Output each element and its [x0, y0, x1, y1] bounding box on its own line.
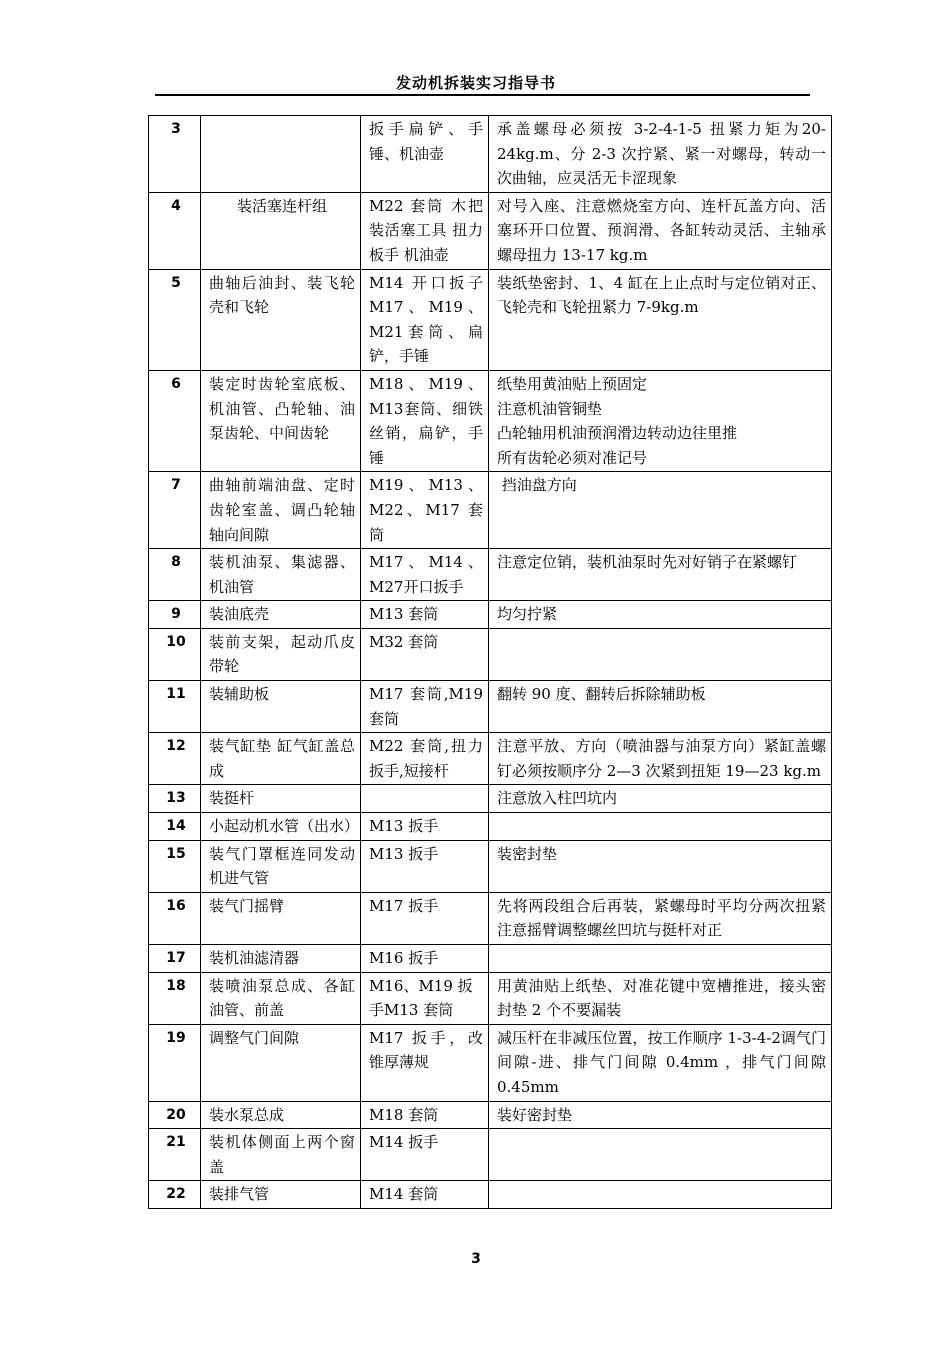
step-tools: M22 套筒 木把装活塞工具 扭力板手 机油壶: [361, 192, 489, 269]
step-notes: [489, 945, 832, 973]
step-tools: M17 扳手，改锥厚薄规: [361, 1024, 489, 1101]
step-notes: [489, 813, 832, 841]
step-tools: M13 扳手: [361, 840, 489, 892]
header-rule: [155, 94, 810, 96]
step-content: 调整气门间隙: [201, 1024, 361, 1101]
step-notes: 减压杆在非减压位置，按工作顺序 1-3-4-2调气门间隙-进、排气门间隙 0.4mm ，排气门间隙 0.45mm: [489, 1024, 832, 1101]
table-row: [149, 192, 832, 269]
page-number: 3: [471, 1251, 481, 1267]
step-number: 4: [149, 192, 201, 269]
table-row: [149, 840, 832, 892]
step-notes: [489, 1181, 832, 1209]
step-number: 20: [149, 1101, 201, 1129]
table-row: [149, 370, 832, 471]
step-tools: M13 扳手: [361, 813, 489, 841]
table-row: [149, 1101, 832, 1129]
step-notes: 先将两段组合后再装，紧螺母时平均分两次扭紧注意摇臂调整螺丝凹坑与挺杆对正: [489, 892, 832, 944]
step-content: 装气缸垫 缸气缸盖总成: [201, 733, 361, 785]
table-row: [149, 785, 832, 813]
step-content: 装油底壳: [201, 601, 361, 629]
step-number: 22: [149, 1181, 201, 1209]
table-row: [149, 1181, 832, 1209]
table-row: [149, 549, 832, 601]
step-tools: M19、M13、M22、M17 套筒: [361, 472, 489, 549]
step-content: 装定时齿轮室底板、机油管、凸轮轴、油泵齿轮、中间齿轮: [201, 370, 361, 471]
table-row: [149, 269, 832, 370]
table-row: [149, 472, 832, 549]
step-tools: M17 扳手: [361, 892, 489, 944]
step-tools: [361, 785, 489, 813]
step-number: 5: [149, 269, 201, 370]
step-notes: 纸垫用黄油贴上预固定 注意机油管铜垫 凸轮轴用机油预润滑边转动边往里推 所有齿轮必须对准记号: [489, 370, 832, 471]
step-notes: 装好密封垫: [489, 1101, 832, 1129]
step-content: 装排气管: [201, 1181, 361, 1209]
step-content: [201, 116, 361, 193]
step-content: 装机油泵、集滤器、机油管: [201, 549, 361, 601]
step-content: 装辅助板: [201, 681, 361, 733]
step-tools: 扳手扁铲、手锤、机油壶: [361, 116, 489, 193]
table-row: [149, 972, 832, 1024]
step-tools: M18 套筒: [361, 1101, 489, 1129]
step-content: 装挺杆: [201, 785, 361, 813]
step-number: 12: [149, 733, 201, 785]
step-tools: M18、M19、M13套筒、细铁丝销，扁铲，手锤: [361, 370, 489, 471]
step-number: 18: [149, 972, 201, 1024]
step-content: 装前支架，起动爪皮带轮: [201, 628, 361, 680]
step-content: 装机体侧面上两个窗盖: [201, 1129, 361, 1181]
step-notes: [489, 628, 832, 680]
step-notes: 装密封垫: [489, 840, 832, 892]
table-row: [149, 116, 832, 193]
step-number: 13: [149, 785, 201, 813]
step-tools: M14 开口扳子M17、M19、M21套筒、扁铲，手锤: [361, 269, 489, 370]
step-number: 14: [149, 813, 201, 841]
step-number: 11: [149, 681, 201, 733]
step-content: 装水泵总成: [201, 1101, 361, 1129]
step-number: 10: [149, 628, 201, 680]
step-notes: 翻转 90 度、翻转后拆除辅助板: [489, 681, 832, 733]
step-notes: 挡油盘方向: [489, 472, 832, 549]
step-number: 6: [149, 370, 201, 471]
table-row: [149, 892, 832, 944]
table-row: [149, 1129, 832, 1181]
step-tools: M14 套筒: [361, 1181, 489, 1209]
step-notes: 注意定位销，装机油泵时先对好销子在紧螺钉: [489, 549, 832, 601]
step-tools: M16 扳手: [361, 945, 489, 973]
step-tools: M13 套筒: [361, 601, 489, 629]
step-number: 19: [149, 1024, 201, 1101]
step-notes: 均匀拧紧: [489, 601, 832, 629]
step-notes: 承盖螺母必须按 3-2-4-1-5 扭紧力矩为20-24kg.m、分 2-3 次拧紧、紧一对螺母，转动一次曲轴，应灵活无卡涩现象: [489, 116, 832, 193]
step-tools: M14 扳手: [361, 1129, 489, 1181]
step-number: 21: [149, 1129, 201, 1181]
step-number: 16: [149, 892, 201, 944]
step-content: 装气门罩框连同发动机进气管: [201, 840, 361, 892]
step-number: 15: [149, 840, 201, 892]
step-content: 曲轴后油封、装飞轮壳和飞轮: [201, 269, 361, 370]
step-notes: 装纸垫密封、1、4 缸在上止点时与定位销对正、飞轮壳和飞轮扭紧力 7-9kg.m: [489, 269, 832, 370]
table-row: [149, 1024, 832, 1101]
step-tools: M17 套筒,M19套筒: [361, 681, 489, 733]
table-row: [149, 813, 832, 841]
step-content: 曲轴前端油盘、定时齿轮室盖、调凸轮轴轴向间隙: [201, 472, 361, 549]
table-row: [149, 681, 832, 733]
step-number: 17: [149, 945, 201, 973]
step-tools: M22 套筒,扭力扳手,短接杆: [361, 733, 489, 785]
step-content: 小起动机水管（出水）: [201, 813, 361, 841]
step-tools: M32 套筒: [361, 628, 489, 680]
step-content: 装气门摇臂: [201, 892, 361, 944]
step-notes: 用黄油贴上纸垫、对准花键中宽槽推进，接头密封垫 2 个不要漏装: [489, 972, 832, 1024]
step-number: 8: [149, 549, 201, 601]
page-header-title: 发动机拆装实习指导书: [395, 74, 556, 92]
step-number: 7: [149, 472, 201, 549]
step-notes: 注意平放、方向（喷油器与油泵方向）紧缸盖螺钉必须按顺序分 2—3 次紧到扭矩 19—23 kg.m: [489, 733, 832, 785]
step-notes: [489, 1129, 832, 1181]
step-content: 装机油滤清器: [201, 945, 361, 973]
steps-table-body: [149, 116, 832, 1209]
step-tools: M17、M14、M27开口扳手: [361, 549, 489, 601]
assembly-steps-table: [148, 115, 832, 1209]
table-row: [149, 628, 832, 680]
step-tools: M16、M19 扳手M13 套筒: [361, 972, 489, 1024]
step-number: 3: [149, 116, 201, 193]
step-notes: 注意放入柱凹坑内: [489, 785, 832, 813]
step-content: 装活塞连杆组: [201, 192, 361, 269]
step-content: 装喷油泵总成、各缸油管、前盖: [201, 972, 361, 1024]
table-row: [149, 945, 832, 973]
table-row: [149, 733, 832, 785]
step-number: 9: [149, 601, 201, 629]
step-notes: 对号入座、注意燃烧室方向、连杆瓦盖方向、活塞环开口位置、预润滑、各缸转动灵活、主轴承螺母扭力 13-17 kg.m: [489, 192, 832, 269]
table-row: [149, 601, 832, 629]
